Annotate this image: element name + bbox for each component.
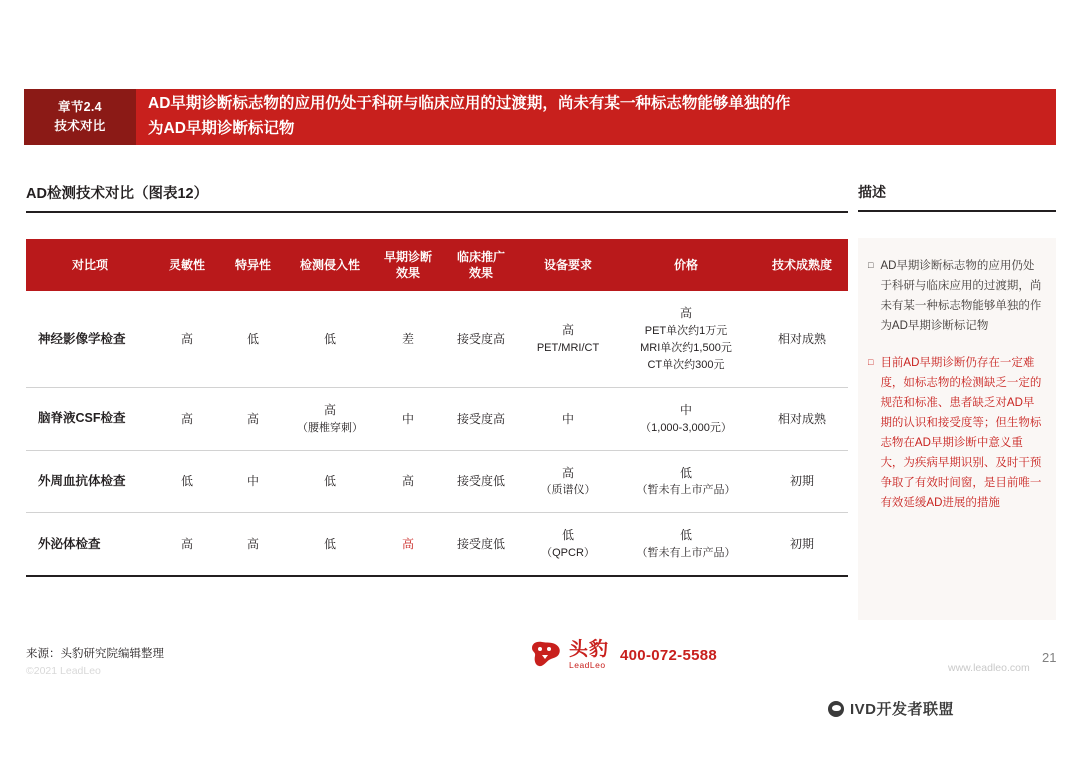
- price-line-1: 中: [679, 403, 692, 418]
- invasiveness-sub: （腰椎穿刺）: [297, 421, 363, 434]
- cell-equipment: [520, 388, 616, 451]
- table-row: [26, 513, 848, 576]
- description-title: 描述: [858, 184, 886, 200]
- chapter-label: 技术对比: [54, 119, 106, 133]
- equipment-sub: （QPCR）: [541, 546, 595, 559]
- table-row: [26, 450, 848, 513]
- chapter-number: 章节2.4: [58, 100, 102, 115]
- cell-price: [616, 388, 756, 451]
- cell-invasiveness: 低: [286, 291, 374, 387]
- brand-name-en: LeadLeo: [569, 660, 606, 671]
- equipment-sub: （质谱仪）: [540, 484, 596, 497]
- description-section: [858, 182, 1056, 620]
- equipment-main: 中: [561, 411, 574, 426]
- cell-maturity: 相对成熟: [756, 388, 848, 451]
- page-number: 21: [1042, 650, 1057, 665]
- table-row: [26, 388, 848, 451]
- equipment-sub: PET/MRI/CT: [536, 342, 600, 355]
- cell-maturity: 初期: [756, 513, 848, 576]
- cell-price: [616, 291, 756, 387]
- description-item: [868, 353, 1042, 514]
- cell-price: [616, 513, 756, 576]
- cell-sensitivity: 高: [154, 513, 220, 576]
- hotline-number: 400-072-5588: [620, 646, 718, 664]
- price-line-2: （1,000-3,000元）: [640, 421, 732, 434]
- cell-invasiveness: 低: [286, 450, 374, 513]
- cell-clinical-promotion: 接受度低: [442, 450, 520, 513]
- cell-early-diagnosis-value: 高: [401, 536, 414, 551]
- slide-header: [24, 89, 1056, 145]
- col-header-clinical-promotion: 临床推广 效果: [442, 239, 520, 291]
- page-title-line-1: AD早期诊断标志物的应用仍处于科研与临床应用的过渡期，尚未有某一种标志物能够单独的作: [148, 95, 791, 113]
- bullet-square-icon: □: [868, 260, 874, 270]
- cell-equipment: [520, 450, 616, 513]
- row-label: 外泌体检查: [26, 513, 154, 576]
- cell-clinical-promotion: 接受度高: [442, 388, 520, 451]
- comparison-table: [26, 239, 848, 577]
- wechat-icon: [828, 701, 844, 717]
- cell-price: [616, 450, 756, 513]
- leopard-logo-svg: [528, 640, 562, 670]
- price-line-3: MRI单次约1,500元: [640, 342, 732, 355]
- cell-early-diagnosis: [374, 513, 442, 576]
- watermark-text: IVD开发者联盟: [850, 701, 955, 718]
- page-title-line-2: 为AD早期诊断标记物: [148, 120, 295, 137]
- cell-sensitivity: 高: [154, 388, 220, 451]
- cell-equipment: [520, 291, 616, 387]
- copyright-note: ©2021 LeadLeo: [26, 665, 101, 677]
- row-label: 外周血抗体检查: [26, 450, 154, 513]
- price-line-2: （暂未有上市产品）: [636, 484, 736, 497]
- table-header-row: [26, 239, 848, 291]
- col-header-price: 价格: [616, 239, 756, 291]
- bullet-square-icon: □: [868, 356, 874, 367]
- cell-maturity: 初期: [756, 450, 848, 513]
- cell-early-diagnosis: 差: [374, 291, 442, 387]
- cell-invasiveness: [286, 388, 374, 451]
- section-title: AD检测技术对比（图表12）: [26, 186, 209, 202]
- description-item-text: 目前AD早期诊断仍存在一定难度，如标志物的检测缺乏一定的规范和标准、患者缺乏对AD早期的认识和接受度等；但生物标志物在AD早期诊断中意义重大，为疾病早期识别、及时干预争取了有效时间窗，是目前唯一有效延缓AD进展的措施: [880, 356, 1042, 510]
- leopard-logo-icon: [528, 640, 562, 670]
- price-line-1: 低: [679, 465, 692, 480]
- chapter-badge: [24, 89, 136, 145]
- page-title: [136, 89, 1056, 145]
- cell-clinical-promotion: 接受度高: [442, 291, 520, 387]
- equipment-main: 高: [561, 465, 574, 480]
- col-header-item: 对比项: [26, 239, 154, 291]
- brand-name-cn: 头豹: [569, 639, 610, 661]
- cell-early-diagnosis: 高: [374, 450, 442, 513]
- cell-clinical-promotion: 接受度低: [442, 513, 520, 576]
- cell-specificity: 高: [220, 388, 286, 451]
- cell-specificity: 低: [220, 291, 286, 387]
- cell-sensitivity: 高: [154, 291, 220, 387]
- price-line-4: CT单次约300元: [647, 359, 725, 372]
- col-header-specificity: 特异性: [220, 239, 286, 291]
- watermark: [828, 698, 954, 719]
- section-divider: [26, 211, 848, 213]
- source-note: 来源：头豹研究院编辑整理: [26, 648, 164, 660]
- brand-text: [569, 640, 609, 670]
- website-url: www.leadleo.com: [948, 662, 1030, 674]
- description-body: [858, 238, 1056, 620]
- row-label: 神经影像学检查: [26, 291, 154, 387]
- description-item-text: AD早期诊断标志物的应用仍处于科研与临床应用的过渡期，尚未有某一种标志物能够单独的作为AD早期诊断标记物: [880, 260, 1042, 333]
- description-item: [868, 256, 1042, 337]
- cell-specificity: 中: [220, 450, 286, 513]
- cell-invasiveness: 低: [286, 513, 374, 576]
- price-line-2: PET单次约1万元: [644, 324, 728, 337]
- description-divider: [858, 210, 1056, 212]
- table-section: [26, 182, 848, 577]
- table-row: [26, 291, 848, 387]
- row-label: 脑脊液CSF检查: [26, 388, 154, 451]
- brand-logo: [528, 640, 717, 670]
- equipment-main: 低: [561, 528, 574, 543]
- col-header-sensitivity: 灵敏性: [154, 239, 220, 291]
- price-line-1: 低: [679, 528, 692, 543]
- col-header-early-diagnosis: 早期诊断 效果: [374, 239, 442, 291]
- col-header-equipment: 设备要求: [520, 239, 616, 291]
- price-line-1: 高: [679, 306, 692, 321]
- col-header-maturity: 技术成熟度: [756, 239, 848, 291]
- col-header-invasiveness: 检测侵入性: [286, 239, 374, 291]
- cell-sensitivity: 低: [154, 450, 220, 513]
- equipment-main: 高: [561, 323, 574, 338]
- cell-maturity: 相对成熟: [756, 291, 848, 387]
- cell-early-diagnosis: 中: [374, 388, 442, 451]
- price-line-2: （暂未有上市产品）: [636, 546, 736, 559]
- cell-equipment: [520, 513, 616, 576]
- invasiveness-main: 高: [323, 403, 336, 418]
- cell-specificity: 高: [220, 513, 286, 576]
